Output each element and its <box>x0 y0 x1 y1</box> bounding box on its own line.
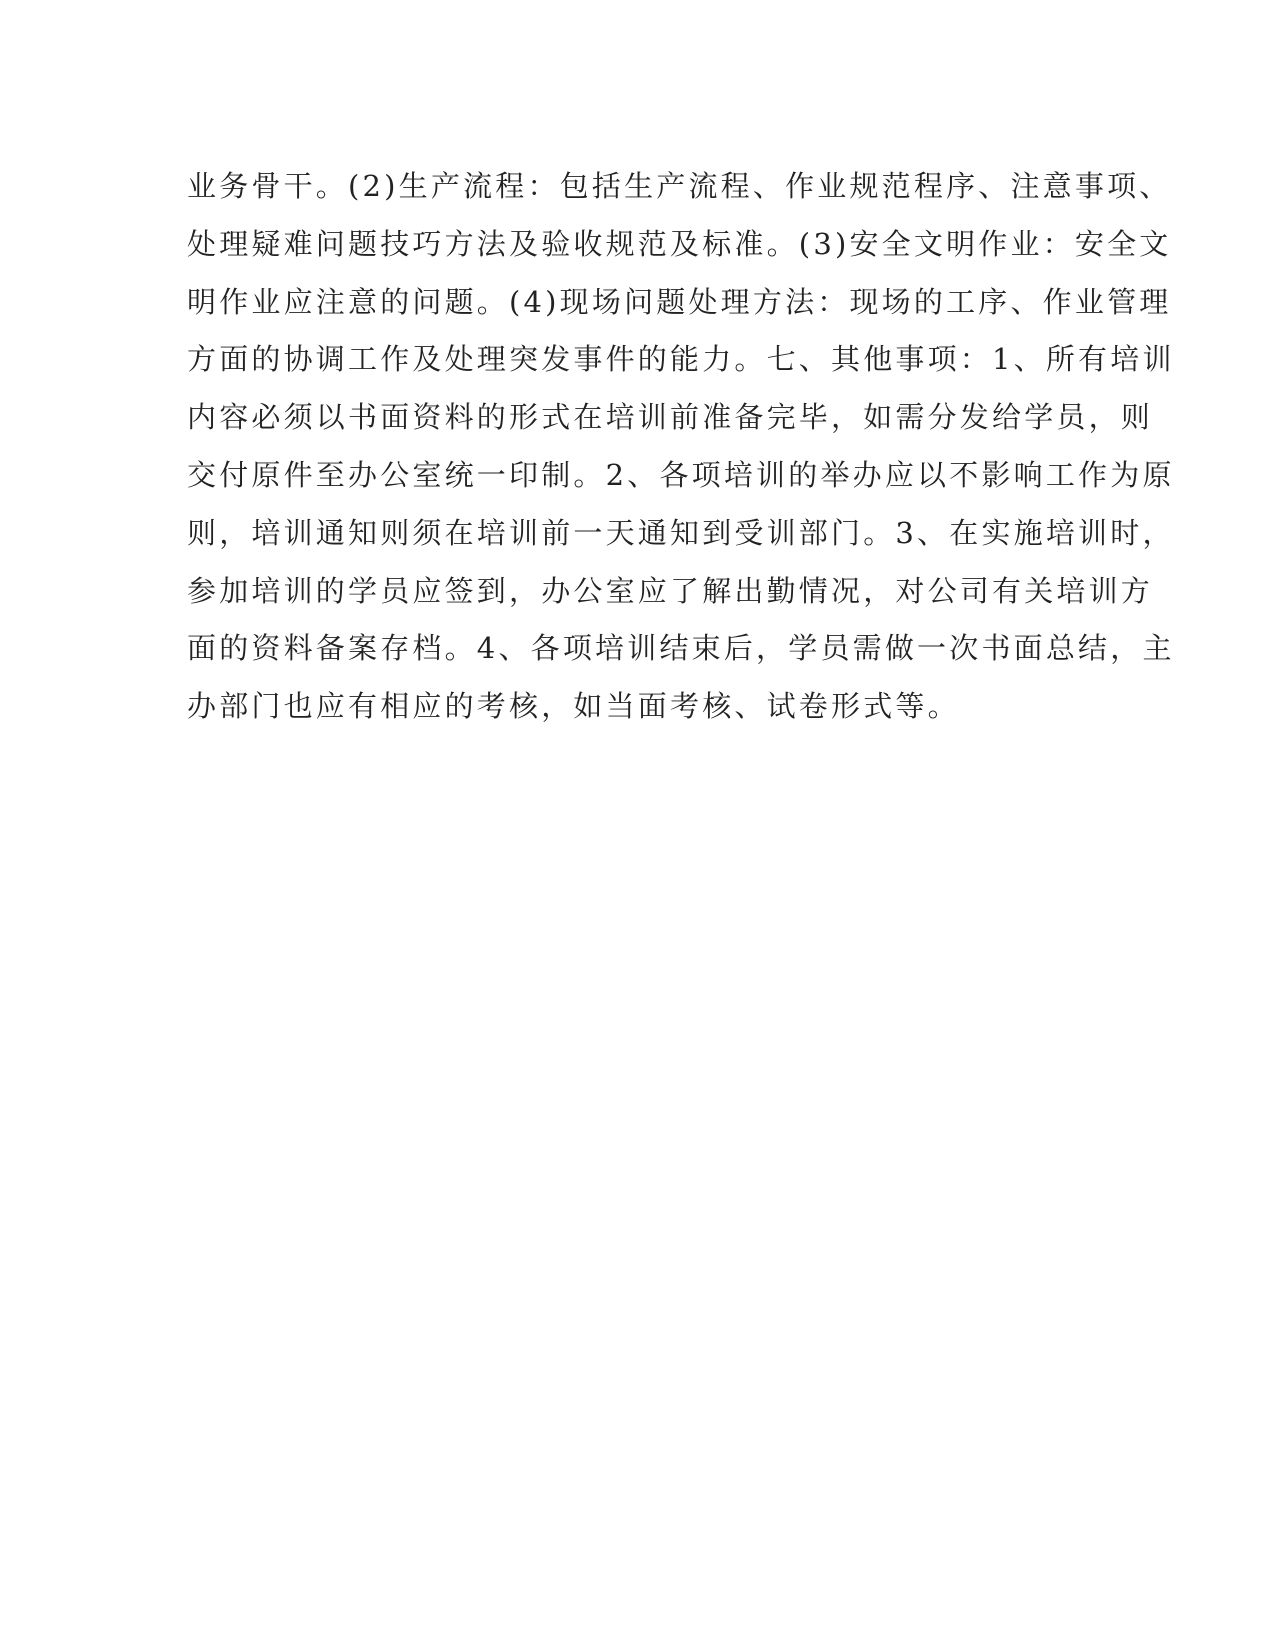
text-line-2: 处理疑难问题技巧方法及验收规范及标准。(3)安全文明作业：安全文 <box>187 226 1172 261</box>
text-line-5: 内容必须以书面资料的形式在培训前准备完毕，如需分发给学员，则 <box>187 400 1154 435</box>
text-line-8: 参加培训的学员应签到，办公室应了解出勤情况，对公司有关培训方 <box>187 573 1154 608</box>
text-line-3: 明作业应注意的问题。(4)现场问题处理方法：现场的工序、作业管理 <box>187 284 1172 319</box>
text-line-4: 方面的协调工作及处理突发事件的能力。七、其他事项：1、所有培训 <box>187 342 1175 377</box>
text-line-7: 则，培训通知则须在培训前一天通知到受训部门。3、在实施培训时， <box>187 515 1175 550</box>
text-line-1: 业务骨干。(2)生产流程：包括生产流程、作业规范程序、注意事项、 <box>187 169 1172 203</box>
text-line-9: 面的资料备案存档。4、各项培训结束后，学员需做一次书面总结，主 <box>187 631 1175 666</box>
text-line-10: 办部门也应有相应的考核，如当面考核、试卷形式等。 <box>187 689 960 724</box>
text-line-6: 交付原件至办公室统一印制。2、各项培训的举办应以不影响工作为原 <box>187 457 1175 492</box>
body-paragraph <box>187 158 1175 736</box>
